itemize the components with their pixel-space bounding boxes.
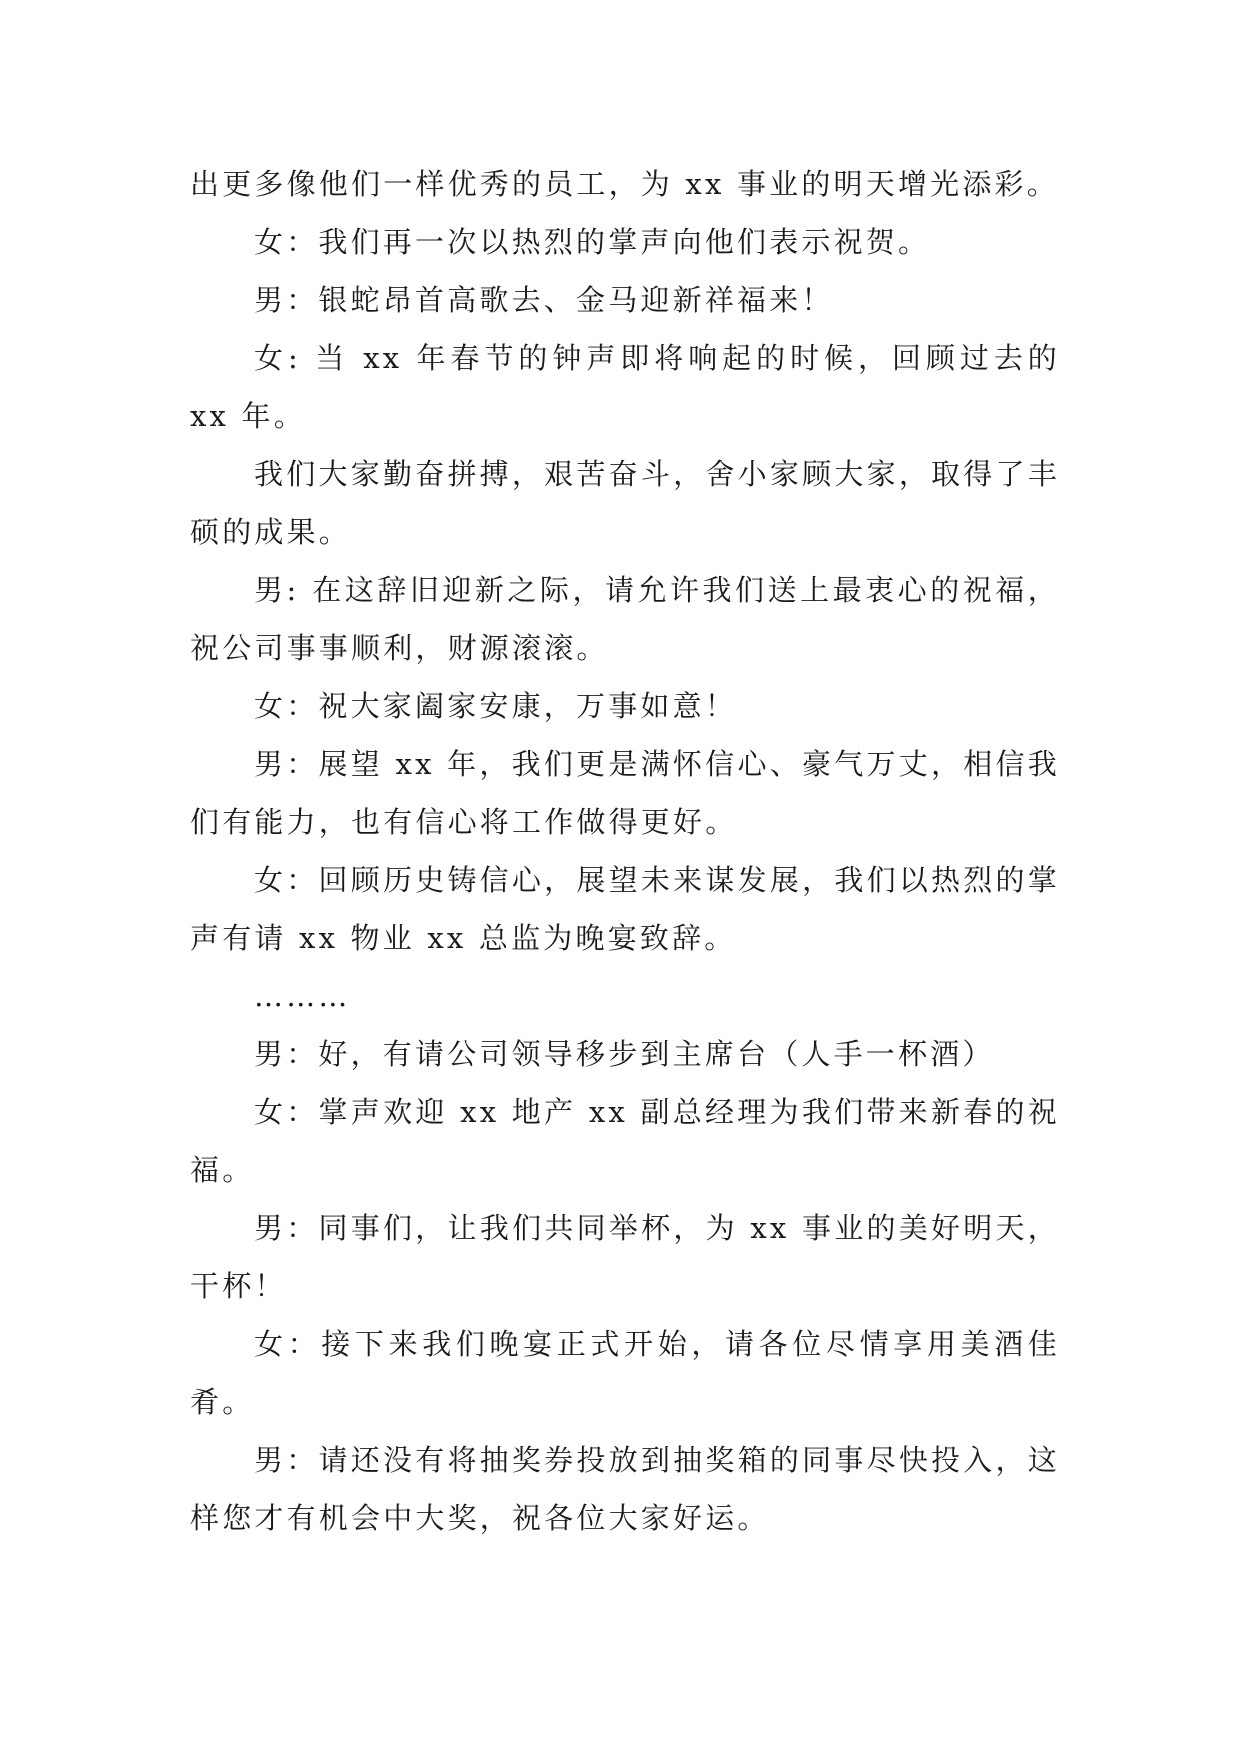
- paragraph: 男：展望 xx 年，我们更是满怀信心、豪气万丈，相信我们有能力，也有信心将工作做得更好。: [190, 747, 1060, 839]
- paragraph: 女：掌声欢迎 xx 地产 xx 副总经理为我们带来新春的祝福。: [190, 1095, 1060, 1187]
- paragraph: 女: 当 xx 年春节的钟声即将响起的时候，回顾过去的 xx 年。: [190, 341, 1060, 433]
- paragraph: 女：回顾历史铸信心，展望未来谋发展，我们以热烈的掌声有请 xx 物业 xx 总监为晚宴致辞。: [190, 863, 1060, 955]
- paragraph: 男：请还没有将抽奖券投放到抽奖箱的同事尽快投入，这样您才有机会中大奖，祝各位大家好运。: [190, 1443, 1060, 1535]
- paragraph: 男：银蛇昂首高歌去、金马迎新祥福来！: [254, 283, 834, 317]
- paragraph: 女：接下来我们晚宴正式开始，请各位尽情享用美酒佳肴。: [190, 1327, 1060, 1419]
- paragraph: 女：我们再一次以热烈的掌声向他们表示祝贺。: [254, 225, 931, 259]
- paragraph: 我们大家勤奋拼搏，艰苦奋斗，舍小家顾大家，取得了丰硕的成果。: [190, 457, 1060, 549]
- paragraph: 出更多像他们一样优秀的员工，为 xx 事业的明天增光添彩。: [190, 167, 1059, 201]
- document-body: [190, 155, 1060, 1547]
- paragraph: 男：好，有请公司领导移步到主席台（人手一杯酒）: [254, 1037, 995, 1071]
- paragraph: 女：祝大家阖家安康，万事如意！: [254, 689, 738, 723]
- paragraph: 男: 在这辞旧迎新之际，请允许我们送上最衷心的祝福，祝公司事事顺利，财源滚滚。: [190, 573, 1060, 665]
- ellipsis-line: ………: [254, 979, 351, 1013]
- paragraph: 男：同事们，让我们共同举杯，为 xx 事业的美好明天，干杯！: [190, 1211, 1060, 1303]
